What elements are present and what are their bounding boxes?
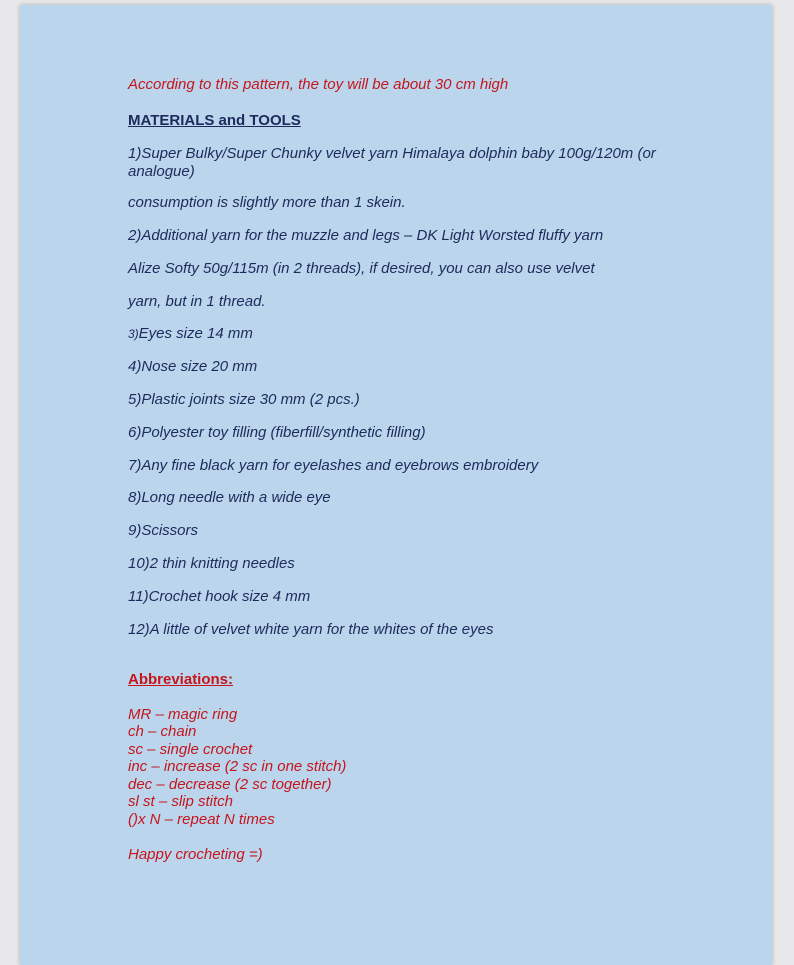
material-item-3-number: 3) xyxy=(128,327,139,341)
material-item-3-text: Eyes size 14 mm xyxy=(138,325,253,342)
abbreviation-item: sc – single crochet xyxy=(128,741,253,758)
abbreviation-item: MR – magic ring xyxy=(128,706,238,723)
material-item-1: 1)Super Bulky/Super Chunky velvet yarn Himalaya dolphin baby 100g/120m (or analogue) xyxy=(128,145,656,180)
abbreviation-item: inc – increase (2 sc in one stitch) xyxy=(128,758,347,775)
material-item-8: 8)Long needle with a wide eye xyxy=(128,489,331,506)
abbreviation-item: ()x N – repeat N times xyxy=(128,811,275,828)
document-page xyxy=(20,5,772,965)
material-item-4: 4)Nose size 20 mm xyxy=(128,358,258,375)
material-item-3 xyxy=(128,325,253,343)
material-item-7: 7)Any fine black yarn for eyelashes and eyebrows embroidery xyxy=(128,457,539,474)
material-item-2-line-3: yarn, but in 1 thread. xyxy=(128,293,266,310)
closing-text: Happy crocheting =) xyxy=(128,846,263,863)
material-item-5: 5)Plastic joints size 30 mm (2 pcs.) xyxy=(128,391,360,408)
material-item-1-note: consumption is slightly more than 1 skein. xyxy=(128,194,406,211)
material-item-2-line-2: Alize Softy 50g/115m (in 2 threads), if desired, you can also use velvet xyxy=(128,260,595,277)
material-item-9: 9)Scissors xyxy=(128,522,199,539)
materials-heading: MATERIALS and TOOLS xyxy=(128,112,301,129)
intro-text: According to this pattern, the toy will be about 30 cm high xyxy=(128,76,509,93)
abbreviation-item: ch – chain xyxy=(128,723,197,740)
material-item-6: 6)Polyester toy filling (fiberfill/synthetic filling) xyxy=(128,424,426,441)
material-item-12: 12)A little of velvet white yarn for the whites of the eyes xyxy=(128,621,494,638)
abbreviation-item: sl st – slip stitch xyxy=(128,793,234,810)
abbreviation-item: dec – decrease (2 sc together) xyxy=(128,776,332,793)
material-item-11: 11)Crochet hook size 4 mm xyxy=(128,588,311,605)
material-item-2: 2)Additional yarn for the muzzle and legs – DK Light Worsted fluffy yarn xyxy=(128,227,604,244)
material-item-10: 10)2 thin knitting needles xyxy=(128,555,295,572)
abbreviations-heading: Abbreviations: xyxy=(128,671,234,688)
